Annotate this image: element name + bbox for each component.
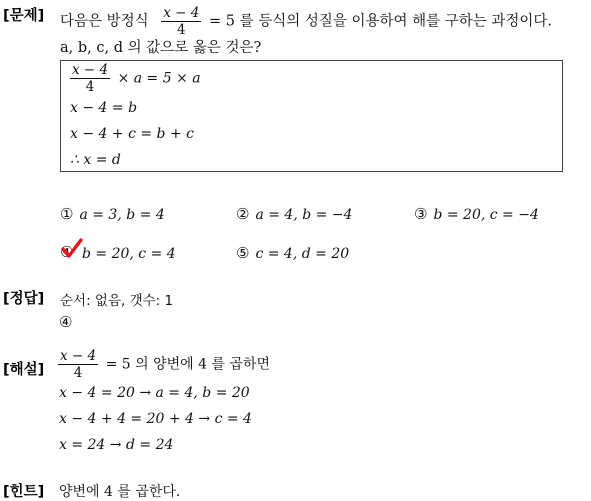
choice-4-marker xyxy=(60,244,82,260)
explanation-label: [해설] xyxy=(3,362,45,378)
hint-label: [힌트] xyxy=(3,484,45,500)
process-denominator: 4 xyxy=(85,79,95,96)
problem-intro-rest: = 5 를 등식의 성질을 이용하여 해를 구하는 과정이다. xyxy=(208,13,552,30)
process-line-2: x − 4 = b xyxy=(70,100,138,116)
checkmark-icon xyxy=(61,238,83,260)
answer-order-count: 순서: 없음, 갯수: 1 xyxy=(60,293,174,309)
choice-1-text: a = 3, b = 4 xyxy=(79,207,165,223)
explanation-numerator: x − 4 xyxy=(60,348,97,364)
choice-5-number: ⑤ xyxy=(236,244,250,262)
choice-3[interactable] xyxy=(414,205,539,223)
problem-label: [문제] xyxy=(3,8,45,24)
process-numerator: x − 4 xyxy=(72,62,109,78)
process-line-1-rest: × a = 5 × a xyxy=(117,70,201,87)
choice-3-number: ③ xyxy=(414,205,428,223)
choice-2-text: a = 4, b = −4 xyxy=(255,207,353,223)
process-line-3: x − 4 + c = b + c xyxy=(70,126,194,142)
problem-line-2: a, b, c, d 의 값으로 옳은 것은? xyxy=(60,40,262,56)
choice-4-text: b = 20, c = 4 xyxy=(82,246,176,262)
explanation-line-1-rest: = 5 의 양변에 4 를 곱하면 xyxy=(105,356,271,373)
explanation-denominator: 4 xyxy=(73,365,83,382)
explanation-line-4: x = 24 → d = 24 xyxy=(59,437,174,453)
explanation-line-3: x − 4 + 4 = 20 + 4 → c = 4 xyxy=(59,411,252,427)
process-fraction xyxy=(70,63,110,94)
choice-2[interactable] xyxy=(236,205,352,223)
equation-fraction xyxy=(161,6,201,37)
choice-1[interactable] xyxy=(60,205,165,223)
explanation-line-1 xyxy=(58,349,270,380)
solution-process-box xyxy=(60,60,563,172)
answer-label: [정답] xyxy=(3,291,45,307)
choice-3-text: b = 20, c = −4 xyxy=(433,207,539,223)
choice-5-text: c = 4, d = 20 xyxy=(255,246,350,262)
process-line-4: ∴ x = d xyxy=(70,152,121,168)
choice-1-number: ① xyxy=(60,205,74,223)
process-line-1 xyxy=(70,63,201,94)
choice-2-number: ② xyxy=(236,205,250,223)
equation-numerator: x − 4 xyxy=(163,5,200,21)
problem-line-1 xyxy=(60,6,552,37)
problem-intro-text: 다음은 방정식 xyxy=(60,13,149,30)
choice-5[interactable] xyxy=(236,244,349,262)
answer-mark: ④ xyxy=(59,313,73,331)
hint-text: 양변에 4 를 곱한다. xyxy=(59,484,181,500)
choice-4[interactable] xyxy=(60,244,176,262)
explanation-fraction xyxy=(58,349,98,380)
choice-4-number: ④ xyxy=(60,243,74,261)
equation-denominator: 4 xyxy=(177,22,186,39)
explanation-line-2: x − 4 = 20 → a = 4, b = 20 xyxy=(59,385,250,401)
